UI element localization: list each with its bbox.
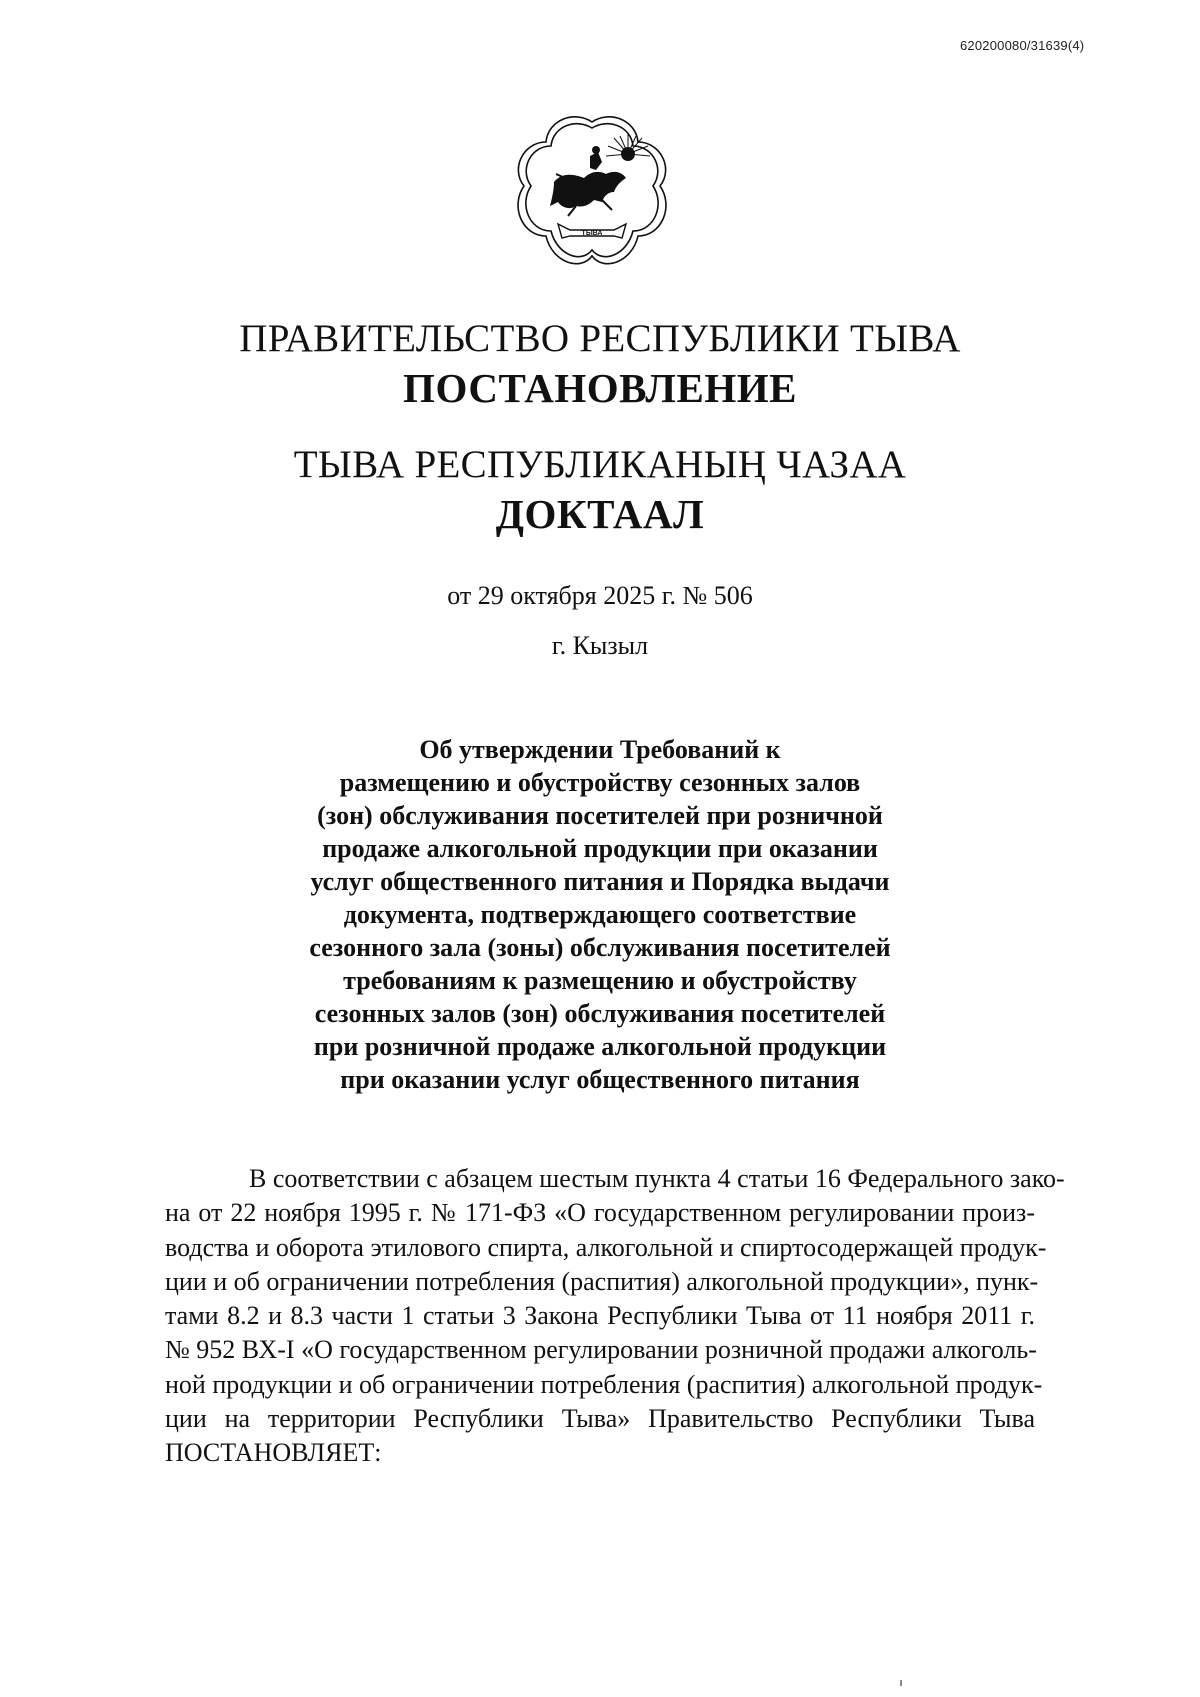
body-line: на от 22 ноября 1995 г. № 171-ФЗ «О государственном регулировании произ- bbox=[165, 1198, 1035, 1228]
preamble-paragraph bbox=[165, 1162, 1065, 1471]
subject-line: сезонного зала (зоны) обслуживания посетителей bbox=[309, 933, 891, 962]
body-line: № 952 ВХ-I «О государственном регулировании розничной продажи алкоголь- bbox=[165, 1335, 1037, 1365]
document-type-ru: ПОСТАНОВЛЕНИЕ bbox=[403, 365, 797, 411]
subject-line: (зон) обслуживания посетителей при розничной bbox=[317, 801, 883, 830]
subject-line: Об утверждении Требований к bbox=[419, 735, 781, 764]
subject-line: услуг общественного питания и Порядка выдачи bbox=[310, 867, 890, 896]
subject-line: размещению и обустройству сезонных залов bbox=[339, 768, 861, 797]
document-subject bbox=[260, 733, 940, 1096]
emblem-ribbon-text: ТЫВА bbox=[581, 230, 603, 237]
document-date-number: от 29 октября 2025 г. № 506 bbox=[447, 581, 753, 610]
subject-line: продаже алкогольной продукции при оказании bbox=[322, 834, 878, 863]
coat-of-arms-emblem bbox=[514, 112, 670, 276]
document-type-tv: ДОКТААЛ bbox=[495, 491, 705, 537]
body-line: тами 8.2 и 8.3 части 1 статьи 3 Закона Республики Тыва от 11 ноября 2011 г. bbox=[165, 1301, 1035, 1331]
subject-line: требованиям к размещению и обустройству bbox=[343, 966, 857, 995]
body-line: ПОСТАНОВЛЯЕТ: bbox=[165, 1438, 382, 1468]
body-line: ной продукции и об ограничении потребления (распития) алкогольной продук- bbox=[165, 1369, 1043, 1399]
registration-number: 620200080/31639(4) bbox=[960, 38, 1085, 53]
body-line: ции на территории Республики Тыва» Правительство Республики Тыва bbox=[165, 1404, 1035, 1434]
scan-artifact bbox=[900, 1680, 902, 1686]
issuer-title-tv: ТЫВА РЕСПУБЛИКАНЫҢ ЧАЗАА bbox=[293, 443, 907, 486]
body-line: В соответствии с абзацем шестым пункта 4 статьи 16 Федерального зако- bbox=[249, 1164, 1065, 1193]
body-line: ции и об ограничении потребления (распития) алкогольной продукции», пунк- bbox=[165, 1266, 1039, 1296]
subject-line: при оказании услуг общественного питания bbox=[340, 1065, 860, 1094]
document-place: г. Кызыл bbox=[551, 631, 649, 660]
subject-line: при розничной продаже алкогольной продукции bbox=[313, 1032, 887, 1061]
subject-line: сезонных залов (зон) обслуживания посетителей bbox=[314, 999, 886, 1028]
subject-line: документа, подтверждающего соответствие bbox=[343, 900, 857, 929]
body-line: водства и оборота этилового спирта, алкогольной и спиртосодержащей продук- bbox=[165, 1232, 1047, 1262]
issuer-title-ru: ПРАВИТЕЛЬСТВО РЕСПУБЛИКИ ТЫВА bbox=[239, 317, 961, 360]
